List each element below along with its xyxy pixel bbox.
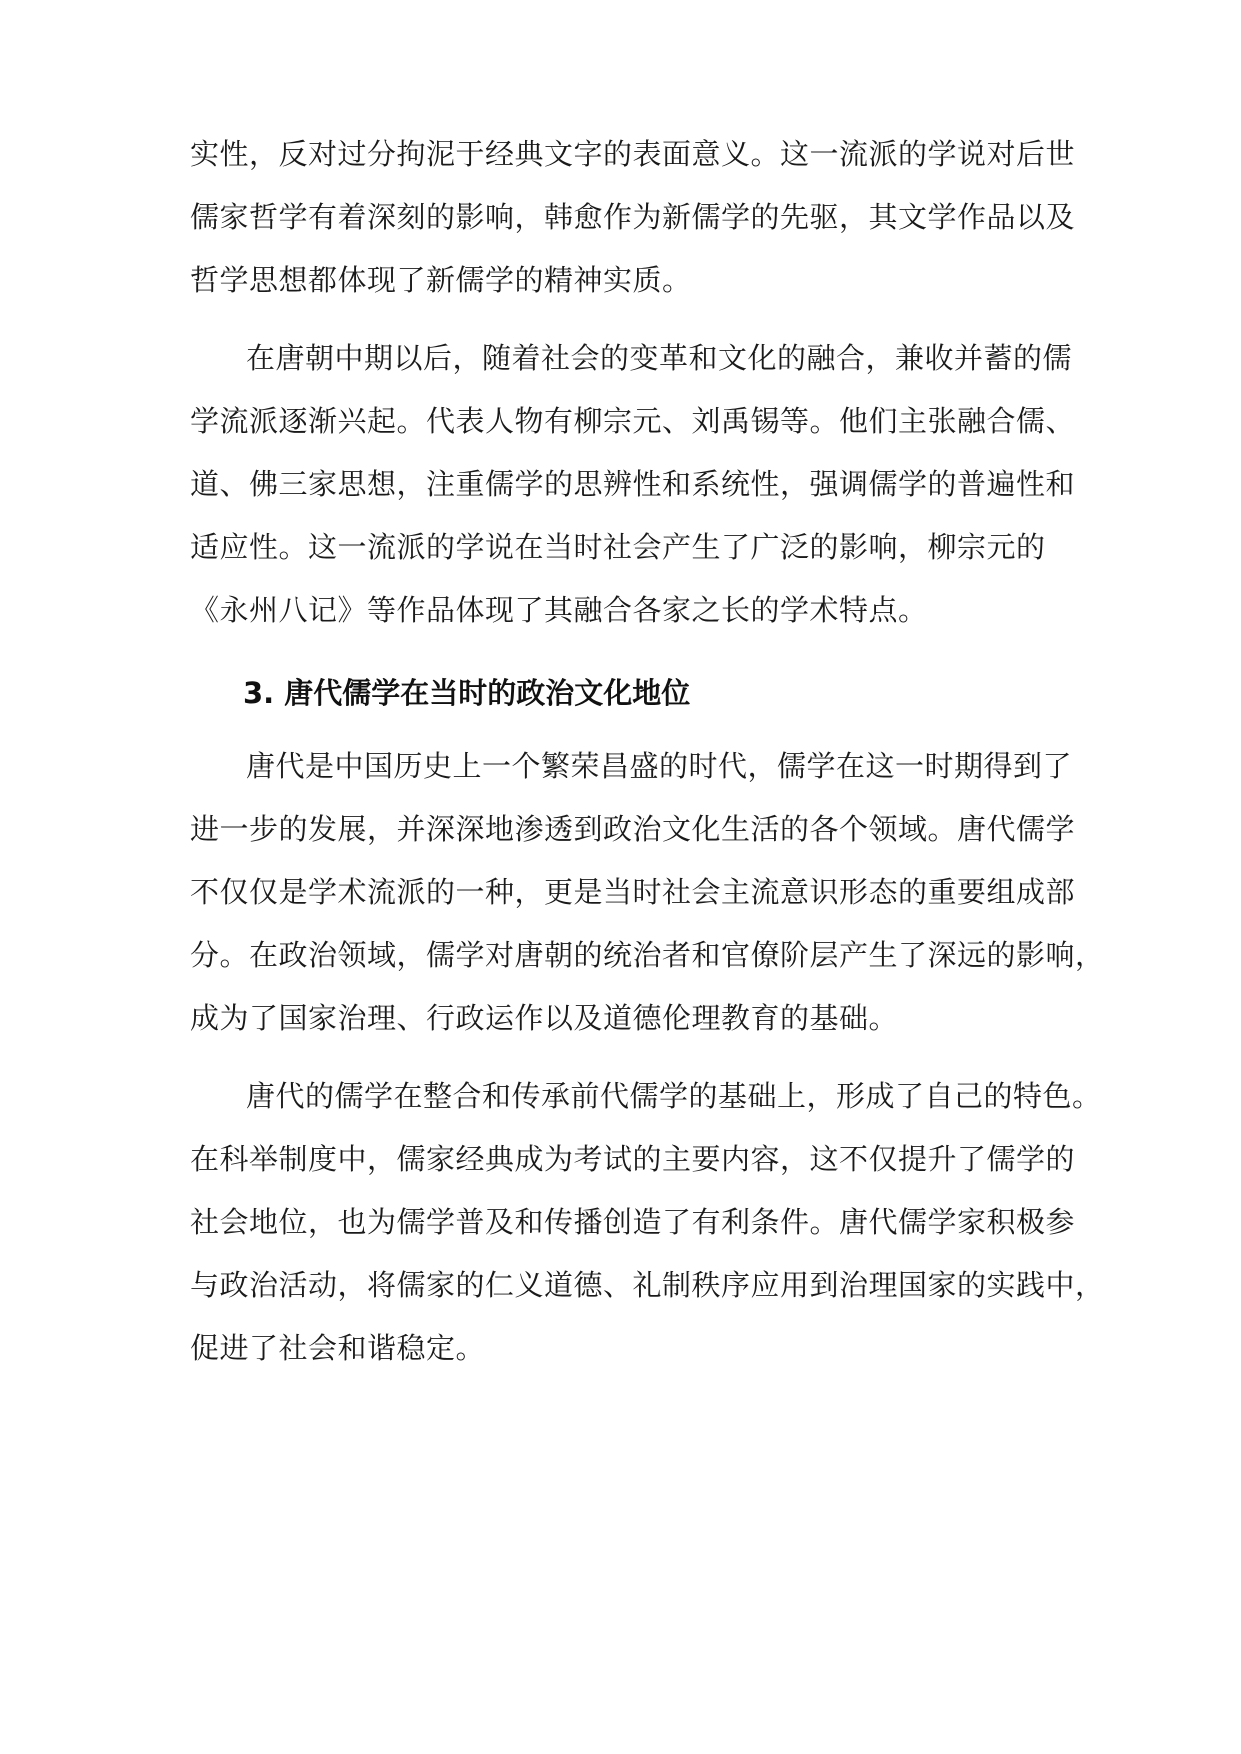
paragraph-line: 社会地位，也为儒学普及和传播创造了有利条件。唐代儒学家积极参 — [190, 1205, 1076, 1239]
paragraph-line: 《永州八记》等作品体现了其融合各家之长的学术特点。 — [190, 593, 928, 627]
paragraph-line: 唐代是中国历史上一个繁荣昌盛的时代，儒学在这一时期得到了 — [246, 749, 1073, 783]
paragraph-line: 与政治活动，将儒家的仁义道德、礼制秩序应用到治理国家的实践中， — [190, 1268, 1105, 1302]
paragraph-line: 哲学思想都体现了新儒学的精神实质。 — [190, 263, 692, 297]
paragraph-line: 成为了国家治理、行政运作以及道德伦理教育的基础。 — [190, 1001, 899, 1035]
paragraph-line: 适应性。这一流派的学说在当时社会产生了广泛的影响，柳宗元的 — [190, 530, 1046, 564]
paragraph-line: 不仅仅是学术流派的一种，更是当时社会主流意识形态的重要组成部 — [190, 875, 1076, 909]
paragraph-line: 进一步的发展，并深深地渗透到政治文化生活的各个领域。唐代儒学 — [190, 812, 1076, 846]
paragraph-line: 唐代的儒学在整合和传承前代儒学的基础上，形成了自己的特色。 — [246, 1079, 1102, 1113]
paragraph-line: 实性，反对过分拘泥于经典文字的表面意义。这一流派的学说对后世 — [190, 137, 1076, 171]
paragraph-line: 分。在政治领域，儒学对唐朝的统治者和官僚阶层产生了深远的影响， — [190, 938, 1105, 972]
paragraph-line: 儒家哲学有着深刻的影响，韩愈作为新儒学的先驱，其文学作品以及 — [190, 200, 1076, 234]
paragraph-line: 学流派逐渐兴起。代表人物有柳宗元、刘禹锡等。他们主张融合儒、 — [190, 404, 1076, 438]
paragraph-line: 在科举制度中，儒家经典成为考试的主要内容，这不仅提升了儒学的 — [190, 1142, 1076, 1176]
paragraph-line: 在唐朝中期以后，随着社会的变革和文化的融合，兼收并蓄的儒 — [246, 341, 1073, 375]
paragraph-line: 促进了社会和谐稳定。 — [190, 1331, 486, 1365]
paragraph-line: 道、佛三家思想，注重儒学的思辨性和系统性，强调儒学的普遍性和 — [190, 467, 1076, 501]
section-heading: 3. 唐代儒学在当时的政治文化地位 — [243, 676, 691, 710]
